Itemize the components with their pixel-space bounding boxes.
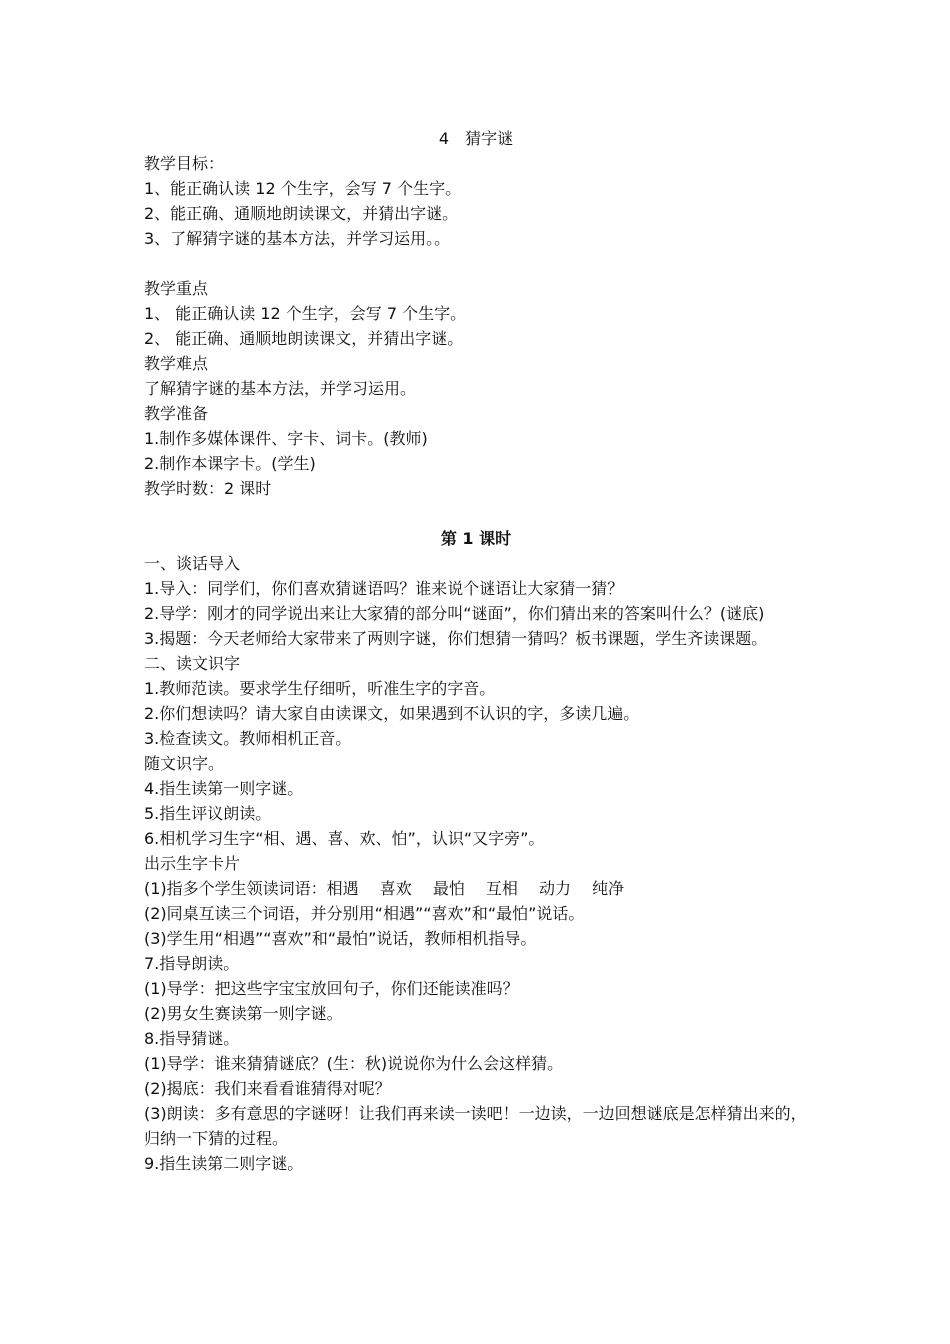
- section-2-item: 7.指导朗读。: [144, 954, 240, 973]
- teaching-hours: 教学时数：2 课时: [144, 479, 272, 498]
- section-1-item: 1.导入：同学们，你们喜欢猜谜语吗？谁来说个谜语让大家猜一猜？: [144, 579, 624, 598]
- objective-item: 1、能正确认读 12 个生字，会写 7 个生字。: [144, 179, 462, 198]
- section-2-item: (2)同桌互读三个词语，并分别用“相遇”“喜欢”和“最怕”说话。: [144, 904, 585, 923]
- section-2-item: (2)揭底：我们来看看谁猜得对呢？: [144, 1079, 391, 1098]
- section-2-item: 1.教师范读。要求学生仔细听，听准生字的字音。: [144, 679, 496, 698]
- section-1-item: 2.导学：刚才的同学说出来让大家猜的部分叫“谜面”，你们猜出来的答案叫什么？(谜底): [144, 604, 765, 623]
- section-2-item: 9.指生读第二则字谜。: [144, 1154, 304, 1173]
- preparation-item: 2.制作本课字卡。(学生): [144, 454, 316, 473]
- section-2-heading: 二、读文识字: [144, 654, 241, 673]
- objective-item: 2、能正确、通顺地朗读课文，并猜出字谜。: [144, 204, 459, 223]
- document-title: 4 猜字谜: [438, 129, 514, 148]
- document-body: [144, 126, 808, 1176]
- section-2-item: (3)学生用“相遇”“喜欢”和“最怕”说话，教师相机指导。: [144, 929, 537, 948]
- section-2-item: (3)朗读：多有意思的字谜呀！让我们再来读一读吧！一边读，一边回想谜底是怎样猜出来的，归纳一下猜的过程。: [144, 1104, 807, 1148]
- section-2-item: 8.指导猜谜。: [144, 1029, 240, 1048]
- lesson-1-heading: 第 1 课时: [440, 529, 512, 548]
- spacer: [144, 251, 808, 276]
- spacer: [144, 501, 808, 526]
- difficulty-text: 了解猜字谜的基本方法，并学习运用。: [144, 379, 417, 398]
- difficulty-heading: 教学难点: [144, 354, 209, 373]
- section-2-item: 2.你们想读吗？请大家自由读课文，如果遇到不认识的字，多读几遍。: [144, 704, 640, 723]
- section-2-item: 4.指生读第一则字谜。: [144, 779, 304, 798]
- preparation-heading: 教学准备: [144, 404, 209, 423]
- section-2-item: 随文识字。: [144, 754, 225, 773]
- section-2-item: 出示生字卡片: [144, 854, 241, 873]
- section-1-item: 3.揭题：今天老师给大家带来了两则字谜，你们想猜一猜吗？板书课题，学生齐读课题。: [144, 629, 768, 648]
- section-2-item: 3.检查读文。教师相机正音。: [144, 729, 352, 748]
- preparation-item: 1.制作多媒体课件、字卡、词卡。(教师): [144, 429, 428, 448]
- key-point-item: 2、 能正确、通顺地朗读课文，并猜出字谜。: [144, 329, 464, 348]
- key-points-heading: 教学重点: [144, 279, 209, 298]
- section-2-item: (1)导学：把这些字宝宝放回句子，你们还能读准吗？: [144, 979, 519, 998]
- section-2-item: (2)男女生赛读第一则字谜。: [144, 1004, 343, 1023]
- section-1-heading: 一、谈话导入: [144, 554, 241, 573]
- section-2-item: 5.指生评议朗读。: [144, 804, 272, 823]
- section-2-item: (1)指多个学生领读词语：相遇 喜欢 最怕 互相 动力 纯净: [144, 879, 625, 898]
- section-2-item: (1)导学：谁来猜猜谜底？(生：秋)说说你为什么会这样猜。: [144, 1054, 564, 1073]
- objectives-heading: 教学目标：: [144, 154, 225, 173]
- section-2-item: 6.相机学习生字“相、遇、喜、欢、怕”，认识“又字旁”。: [144, 829, 545, 848]
- key-point-item: 1、 能正确认读 12 个生字，会写 7 个生字。: [144, 304, 467, 323]
- objective-item: 3、了解猜字谜的基本方法，并学习运用。。: [144, 229, 451, 248]
